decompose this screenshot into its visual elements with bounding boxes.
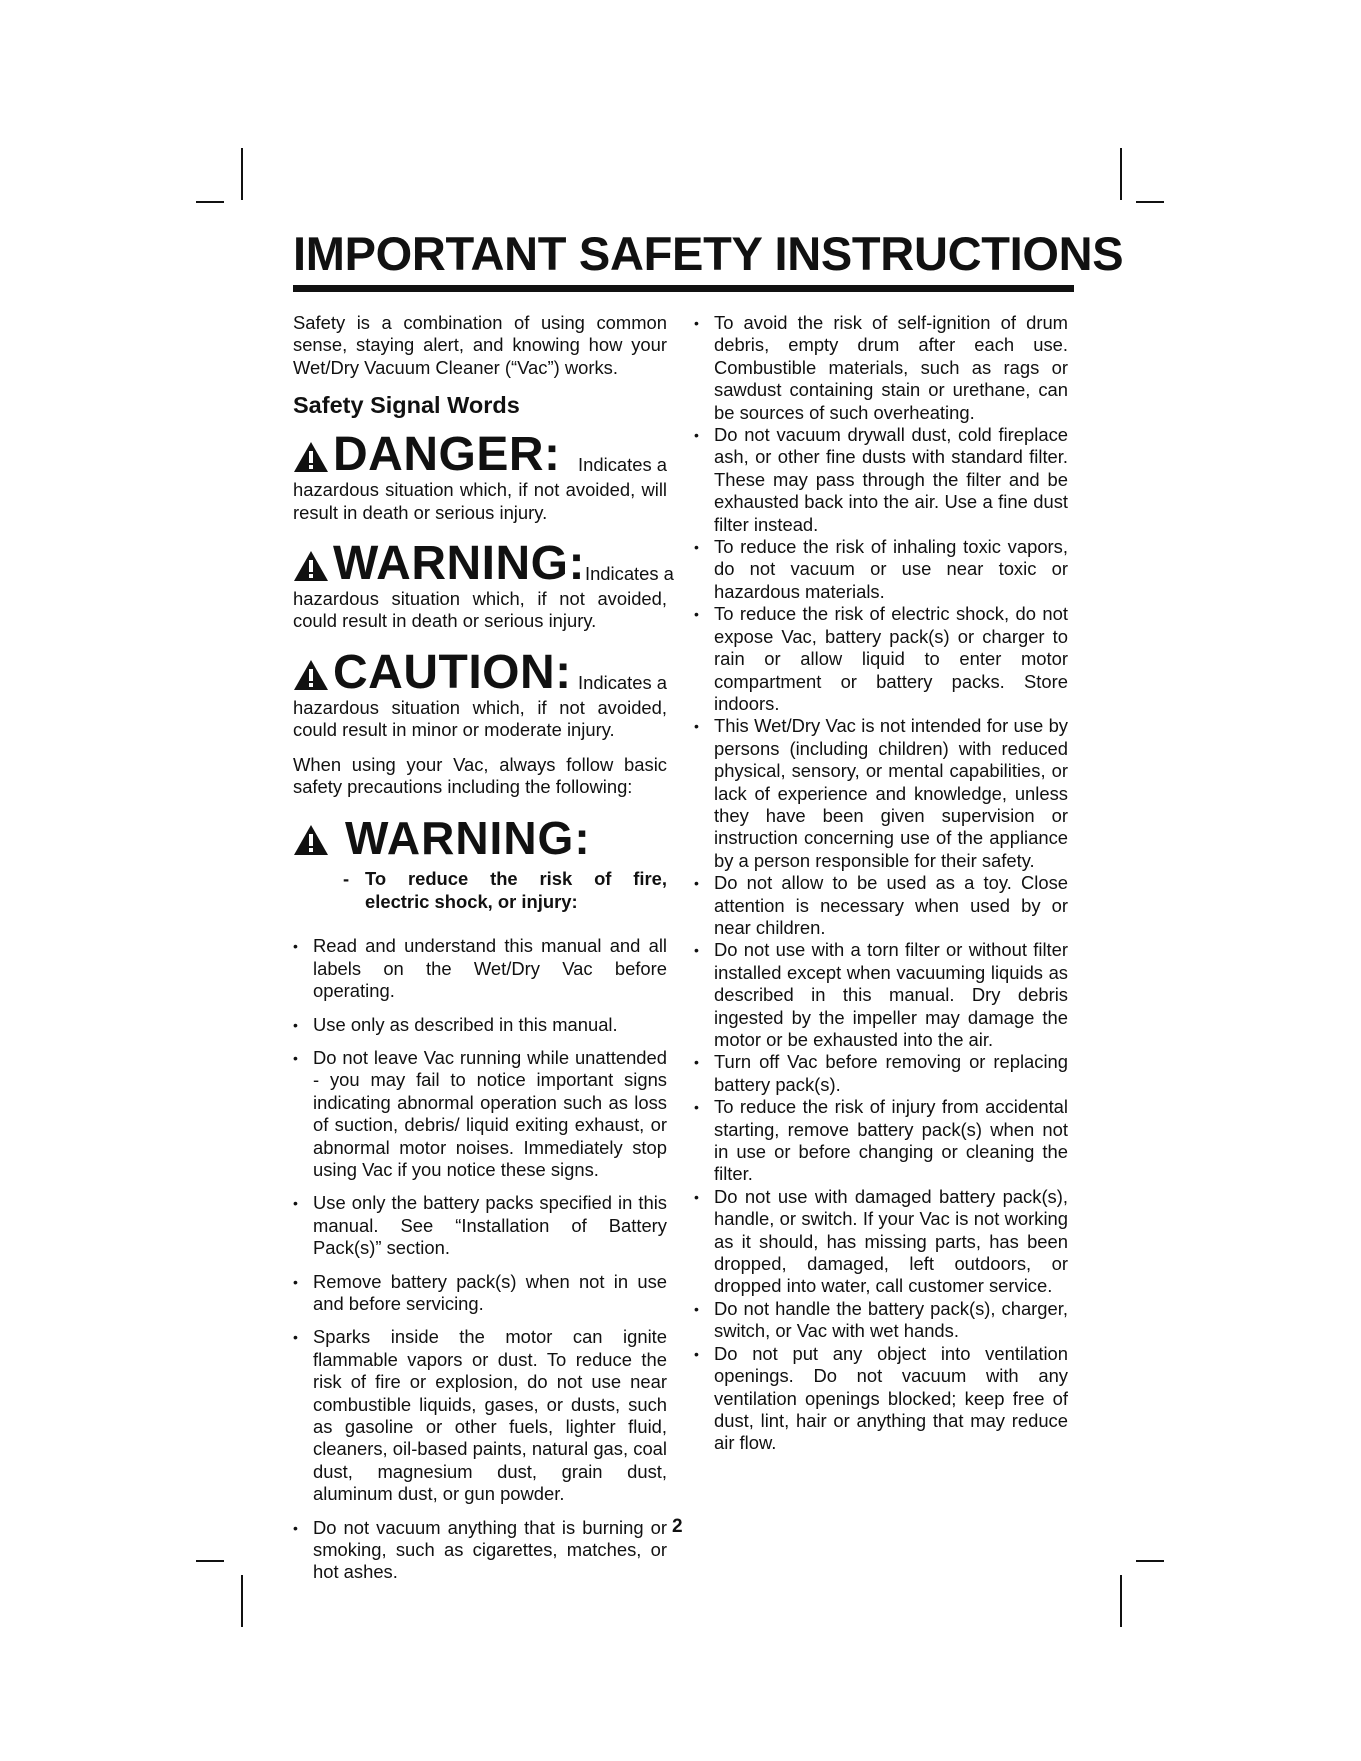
warning-triangle-icon — [293, 659, 329, 691]
crop-mark — [1136, 201, 1164, 203]
signal-lead: Indicates a — [584, 563, 674, 585]
crop-mark — [241, 148, 243, 200]
list-item: • This Wet/Dry Vac is not intended for use by persons (including children) with reduced physical, sensory, or mental capabilities, or lack of experience and knowledge, unless they have been given supervision or instruction concerning use of the appliance by a person responsible for their safety. — [694, 715, 1068, 872]
signal-word: CAUTION: — [333, 645, 572, 699]
signal-caution — [293, 645, 667, 742]
crop-mark — [1120, 148, 1122, 200]
left-column — [293, 312, 674, 1595]
warning-word-item: fire, — [633, 868, 667, 890]
crop-mark — [1136, 1560, 1164, 1562]
crop-mark — [1120, 1575, 1122, 1627]
list-item: • To reduce the risk of electric shock, do not expose Vac, battery pack(s) or charger to rain or allow liquid to enter motor compartment or battery packs. Store indoors. — [694, 603, 1068, 715]
right-column — [694, 312, 1068, 1455]
list-item: • Do not vacuum anything that is burning or smoking, such as cigarettes, matches, or hot ashes. — [293, 1517, 667, 1584]
warning-word-item: the — [490, 868, 518, 890]
left-bullet-list — [293, 935, 667, 1584]
title-rule — [293, 285, 1074, 292]
crop-mark — [196, 201, 224, 203]
list-item: • Read and understand this manual and all labels on the Wet/Dry Vac before operating. — [293, 935, 667, 1002]
warning-dash: - — [343, 868, 350, 890]
list-item: • Do not put any object into ventilation openings. Do not vacuum with any ventilation openings blocked; keep free of dust, lint, hair or anything that may reduce air flow. — [694, 1343, 1068, 1455]
warning-triangle-icon — [293, 824, 329, 856]
list-item: • To reduce the risk of injury from accidental starting, remove battery pack(s) when not in use or before changing or cleaning the filter. — [694, 1096, 1068, 1186]
list-item: • Do not leave Vac running while unattended - you may fail to notice important signs indicating abnormal operation such as loss of suction, debris/ liquid exiting exhaust, or abnormal motor noises. Immediately stop using Vac if you notice these signs. — [293, 1047, 667, 1181]
signal-lead: Indicates a — [578, 671, 667, 693]
list-item: • Sparks inside the motor can ignite flammable vapors or dust. To reduce the risk of fire or explosion, do not use near combustible liquids, gases, or dusts, such as gasoline or other fuels, lighter fluid, cleaners, oil-based paints, natural gas, coal dust, magnesium dust, grain dust, aluminum dust, or gun powder. — [293, 1326, 667, 1505]
signal-lead: Indicates a — [578, 454, 667, 476]
signal-danger — [293, 427, 667, 524]
crop-mark — [196, 1560, 224, 1562]
warning-word-item: To — [365, 868, 387, 890]
warning-word-item: of — [594, 868, 612, 890]
page-title: IMPORTANT SAFETY INSTRUCTIONS — [293, 227, 1124, 280]
warning-triangle-icon — [293, 441, 329, 473]
list-item: • To reduce the risk of inhaling toxic vapors, do not vacuum or use near toxic or hazardous materials. — [694, 536, 1068, 603]
signal-warning — [293, 536, 674, 633]
intro-paragraph: Safety is a combination of using common sense, staying alert, and knowing how your Wet/Dry Vacuum Cleaner (“Vac”) works. — [293, 312, 667, 378]
when-using-paragraph: When using your Vac, always follow basic safety precautions including the following: — [293, 753, 667, 798]
list-item: • To avoid the risk of self-ignition of drum debris, empty drum after each use. Combustible materials, such as rags or sawdust containing stain or urethane, can be sources of such overheating. — [694, 312, 1068, 424]
list-item: • Do not vacuum drywall dust, cold fireplace ash, or other fine dusts with standard filter. These may pass through the filter and be exhausted back into the air. Use a fine dust filter instead. — [694, 424, 1068, 536]
list-item: • Use only as described in this manual. — [293, 1014, 667, 1036]
list-item: • Do not use with a torn filter or without filter installed except when vacuuming liquids as described in this manual. Dry debris ingested by the impeller may damage the motor or be exhausted into the air. — [694, 939, 1068, 1051]
list-item: • Do not handle the battery pack(s), charger, switch, or Vac with wet hands. — [694, 1298, 1068, 1343]
warning-triangle-icon — [293, 550, 329, 582]
warning-word-item: reduce — [407, 868, 469, 890]
signal-description: hazardous situation which, if not avoided, will result in death or serious injury. — [293, 479, 667, 523]
list-item: • Turn off Vac before removing or replacing battery pack(s). — [694, 1051, 1068, 1096]
page-number: 2 — [672, 1516, 683, 1537]
warning-heading-block — [293, 812, 667, 913]
warning-word: WARNING: — [345, 812, 591, 865]
list-item: • Remove battery pack(s) when not in use and before servicing. — [293, 1271, 667, 1316]
crop-mark — [241, 1575, 243, 1627]
section-subheading: Safety Signal Words — [293, 392, 520, 419]
signal-word: DANGER: — [333, 428, 561, 482]
signal-description: hazardous situation which, if not avoided, could result in minor or moderate injury. — [293, 696, 667, 741]
warning-word-item: risk — [539, 868, 573, 890]
list-item: • Do not use with damaged battery pack(s), handle, or switch. If your Vac is not working as it should, has missing parts, has been dropped, damaged, left outdoors, or dropped into water, call customer service. — [694, 1186, 1068, 1298]
list-item: • Do not allow to be used as a toy. Close attention is necessary when used by or near children. — [694, 872, 1068, 939]
signal-description: hazardous situation which, if not avoided, could result in death or serious injury. — [293, 588, 667, 632]
warning-subheading-line1 — [365, 868, 667, 890]
warning-subheading-line2: electric shock, or injury: — [365, 890, 578, 912]
signal-word: WARNING: — [333, 537, 585, 591]
list-item: • Use only the battery packs specified in this manual. See “Installation of Battery Pack(s)” section. — [293, 1192, 667, 1259]
right-bullet-list — [694, 312, 1068, 1455]
